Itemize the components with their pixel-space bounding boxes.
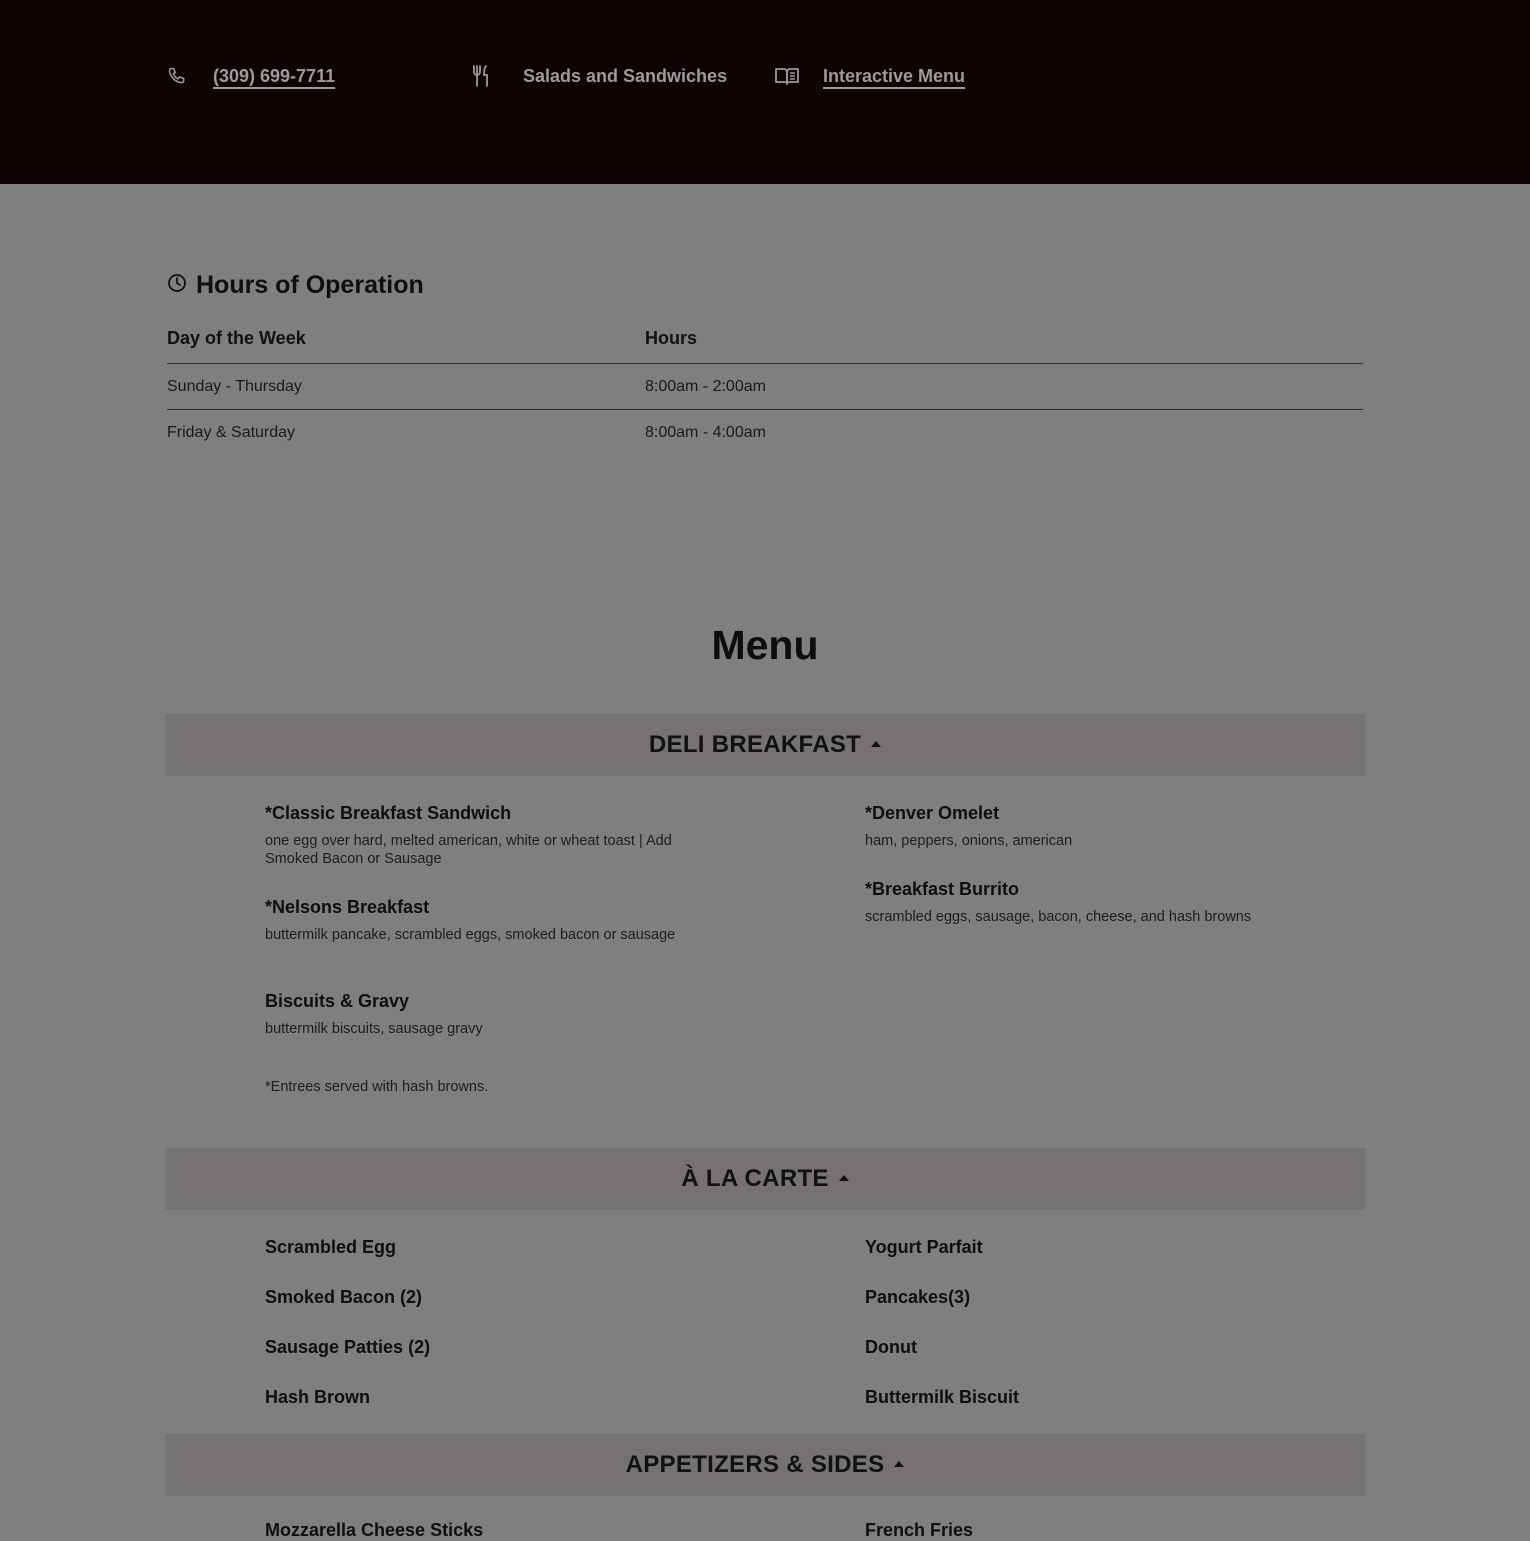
item-name: *Breakfast Burrito	[865, 879, 1020, 899]
item-name: Scrambled Egg	[265, 1237, 397, 1257]
item-name: Hash Brown	[265, 1387, 371, 1407]
hours-table	[167, 320, 1363, 455]
item-name: French Fries	[865, 1520, 974, 1540]
section-label: APPETIZERS & SIDES	[625, 1451, 885, 1478]
item-description: scrambled eggs, sausage, bacon, cheese, and hash browns	[865, 909, 1252, 925]
menu-title: Menu	[711, 622, 819, 668]
menu-item	[265, 1519, 685, 1541]
open-book-icon	[775, 66, 799, 86]
item-name: Biscuits & Gravy	[265, 991, 410, 1011]
menu-item	[265, 1236, 685, 1258]
section-toggle-deli-breakfast[interactable]	[165, 714, 1365, 776]
interactive-menu-link[interactable]: Interactive Menu	[823, 65, 966, 86]
item-description: buttermilk pancake, scrambled eggs, smoked bacon or sausage	[265, 927, 676, 943]
item-name: Sausage Patties (2)	[265, 1337, 431, 1357]
section-label: DELI BREAKFAST	[648, 731, 862, 758]
item-name: *Denver Omelet	[865, 803, 1000, 823]
phone-icon	[167, 66, 187, 86]
menu-item	[265, 1336, 685, 1358]
hours-table-header	[167, 320, 1363, 364]
day-cell: Friday & Saturday	[167, 424, 296, 441]
menu-item	[865, 1519, 1285, 1541]
item-name: Buttermilk Biscuit	[865, 1387, 1020, 1407]
menu-item	[265, 896, 685, 944]
table-row	[167, 364, 1363, 410]
menu-item	[265, 990, 685, 1038]
section-note: *Entrees served with hash browns.	[265, 1079, 489, 1095]
category-label: Salads and Sandwiches	[523, 65, 728, 86]
category-item	[472, 62, 727, 90]
menu-item	[865, 1236, 1285, 1258]
menu-item	[265, 1386, 685, 1408]
item-name: Yogurt Parfait	[865, 1237, 983, 1257]
item-name: Mozzarella Cheese Sticks	[265, 1520, 484, 1540]
item-description: buttermilk biscuits, sausage gravy	[265, 1021, 483, 1037]
section-toggle-a-la-carte[interactable]	[165, 1148, 1365, 1210]
caret-up-icon	[894, 1461, 904, 1467]
item-name: *Nelsons Breakfast	[265, 897, 430, 917]
clock-icon	[167, 273, 187, 298]
item-name: *Classic Breakfast Sandwich	[265, 803, 512, 823]
menu-item	[265, 802, 685, 868]
caret-up-icon	[839, 1175, 849, 1181]
phone-item[interactable]	[167, 62, 335, 90]
section-toggle-appetizers-sides[interactable]	[165, 1434, 1365, 1496]
hours-cell: 8:00am - 4:00am	[645, 424, 766, 441]
day-cell: Sunday - Thursday	[167, 378, 302, 395]
menu-item	[865, 1286, 1285, 1308]
item-description: ham, peppers, onions, american	[865, 833, 1073, 849]
item-description: one egg over hard, melted american, white or wheat toast | Add Smoked Bacon or Sausage	[265, 833, 672, 867]
column-header-hours: Hours	[645, 328, 698, 348]
menu-item	[265, 1286, 685, 1308]
item-name: Pancakes(3)	[865, 1287, 971, 1307]
table-row	[167, 410, 1363, 455]
column-header-day: Day of the Week	[167, 328, 306, 348]
top-bar	[0, 0, 1530, 184]
menu-item	[865, 1386, 1285, 1408]
hours-title: Hours of Operation	[196, 270, 424, 299]
caret-up-icon	[871, 741, 881, 747]
menu-item	[865, 878, 1265, 926]
menu-item	[865, 802, 1285, 850]
hours-cell: 8:00am - 2:00am	[645, 378, 766, 395]
menu-item[interactable]	[775, 62, 965, 90]
menu-item	[865, 1336, 1285, 1358]
hours-heading	[167, 268, 424, 302]
phone-link[interactable]: (309) 699-7711	[213, 65, 336, 86]
item-name: Smoked Bacon (2)	[265, 1287, 423, 1307]
item-name: Donut	[865, 1337, 917, 1357]
fork-knife-icon	[472, 65, 490, 87]
section-label: À LA CARTE	[681, 1165, 829, 1192]
